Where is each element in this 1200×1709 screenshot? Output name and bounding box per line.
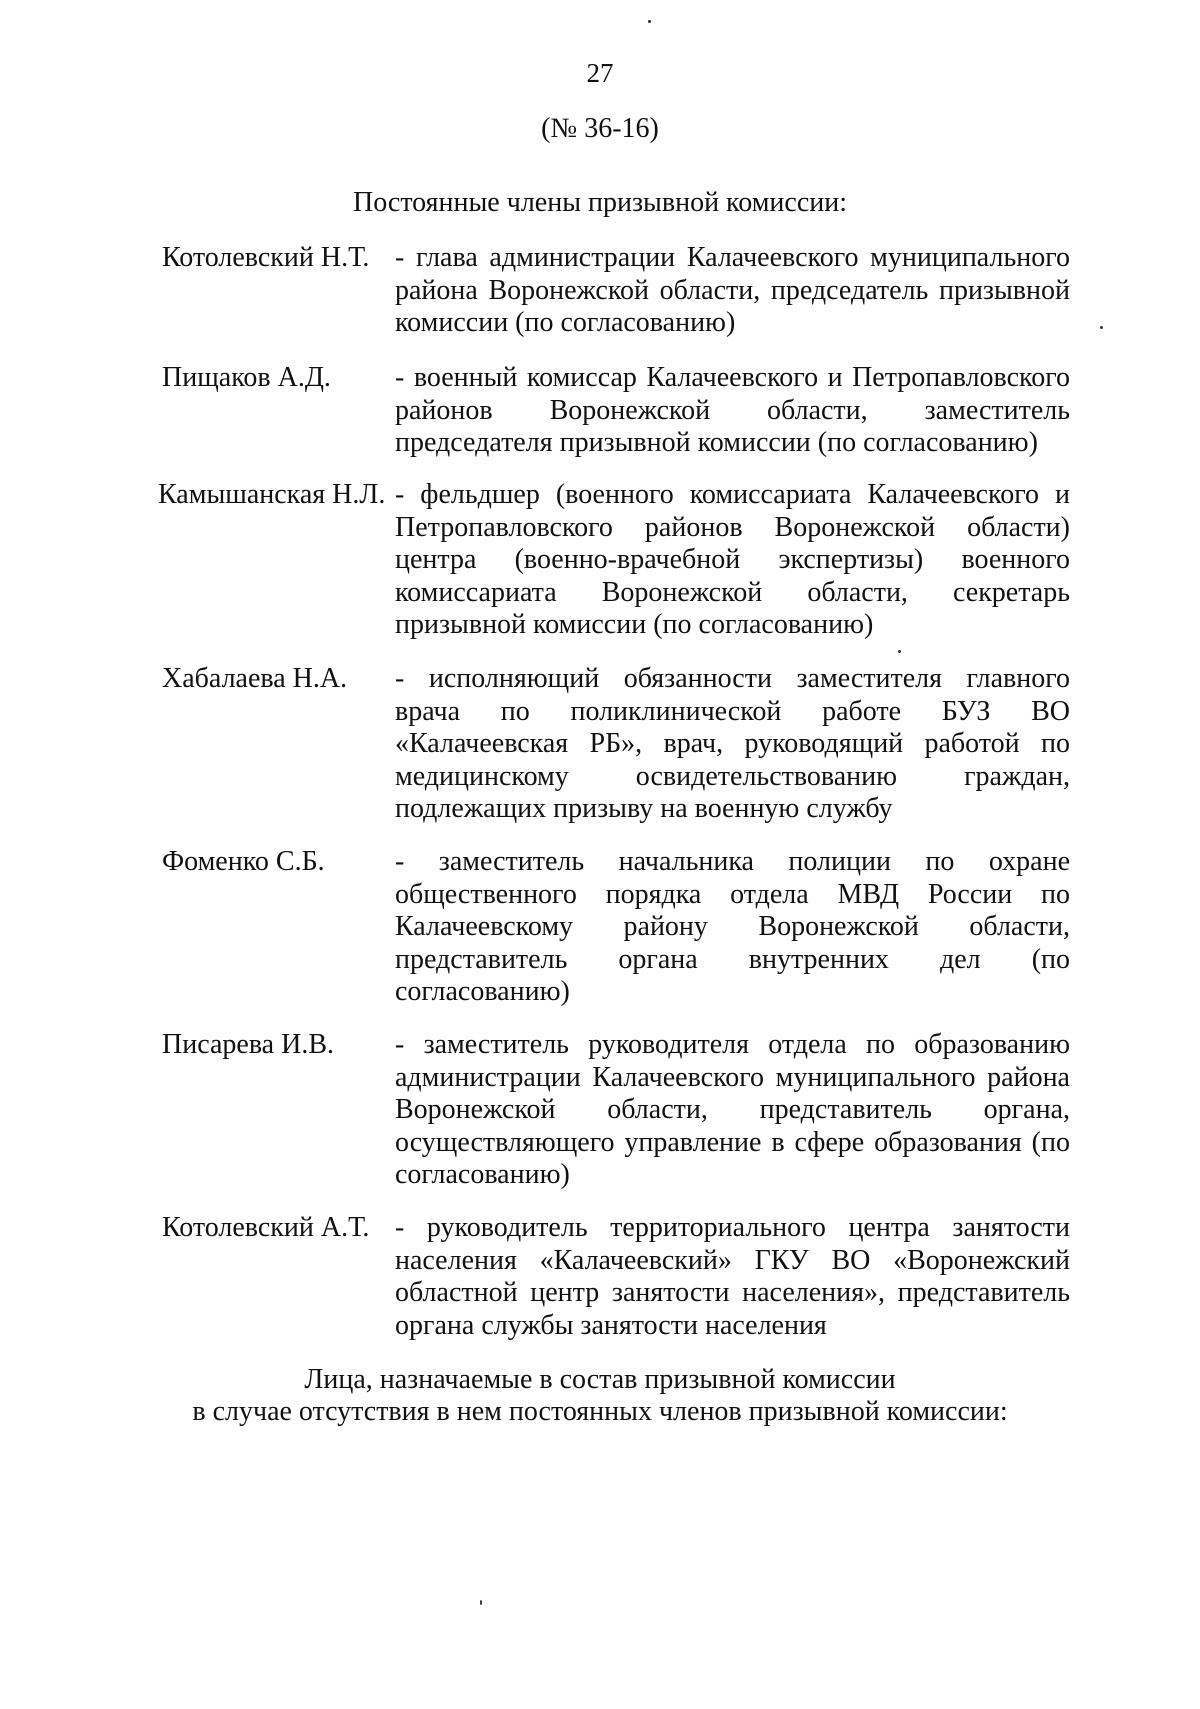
scan-speck xyxy=(1100,326,1103,329)
member-role: - заместитель руководителя отдела по образованию администрации Калачеевского муниципального района Воронежской области, представитель органа, осуществляющего управление в сфере образования (по согласованию) xyxy=(395,1029,1070,1190)
member-role: - исполняющий обязанности заместителя главного врача по поликлинической работе БУЗ ВО «Калачеевская РБ», врач, руководящий работой по медицинскому освидетельствованию граждан, подлежащих призыву на военную службу xyxy=(395,663,1070,824)
member-role: - глава администрации Калачеевского муниципального района Воронежской области, председатель призывной комиссии (по согласованию) xyxy=(395,242,1070,338)
member-name: Хабалаева Н.А. xyxy=(162,663,348,694)
member-name: Фоменко С.Б. xyxy=(162,846,325,877)
member-role: - военный комиссар Калачеевского и Петропавловского районов Воронежской области, заместитель председателя призывной комиссии (по согласованию) xyxy=(395,362,1070,458)
member-name: Писарева И.В. xyxy=(162,1029,335,1060)
member-name: Камышанская Н.Л. xyxy=(158,479,386,510)
member-name: Котолевский А.Т. xyxy=(162,1212,370,1243)
scan-speck xyxy=(480,1600,482,1605)
member-role: - заместитель начальника полиции по охране общественного порядка отдела МВД России по Калачеевскому району Воронежской области, представитель органа внутренних дел (по согласованию) xyxy=(395,846,1070,1007)
member-name: Пищаков А.Д. xyxy=(162,362,331,393)
document-number: (№ 36-16) xyxy=(541,113,659,144)
substitutes-heading-line-2: в случае отсутствия в нем постоянных членов призывной комиссии: xyxy=(192,1396,1008,1427)
scan-speck xyxy=(898,650,901,653)
member-role: - фельдшер (военного комиссариата Калачеевского и Петропавловского районов Воронежской области) центра (военно-врачебной экспертизы) военного комиссариата Воронежской области, секретарь призывной комиссии (по согласованию) xyxy=(395,479,1070,640)
member-name: Котолевский Н.Т. xyxy=(162,242,370,273)
member-role: - руководитель территориального центра занятости населения «Калачеевский» ГКУ ВО «Воронежский областной центр занятости населения», представитель органа службы занятости населения xyxy=(395,1212,1070,1341)
scan-speck xyxy=(648,20,651,23)
substitutes-heading xyxy=(0,1364,1200,1428)
page-number: 27 xyxy=(586,58,614,88)
permanent-members-heading: Постоянные члены призывной комиссии: xyxy=(352,187,848,218)
substitutes-heading-line-1: Лица, назначаемые в состав призывной комиссии xyxy=(304,1364,896,1395)
